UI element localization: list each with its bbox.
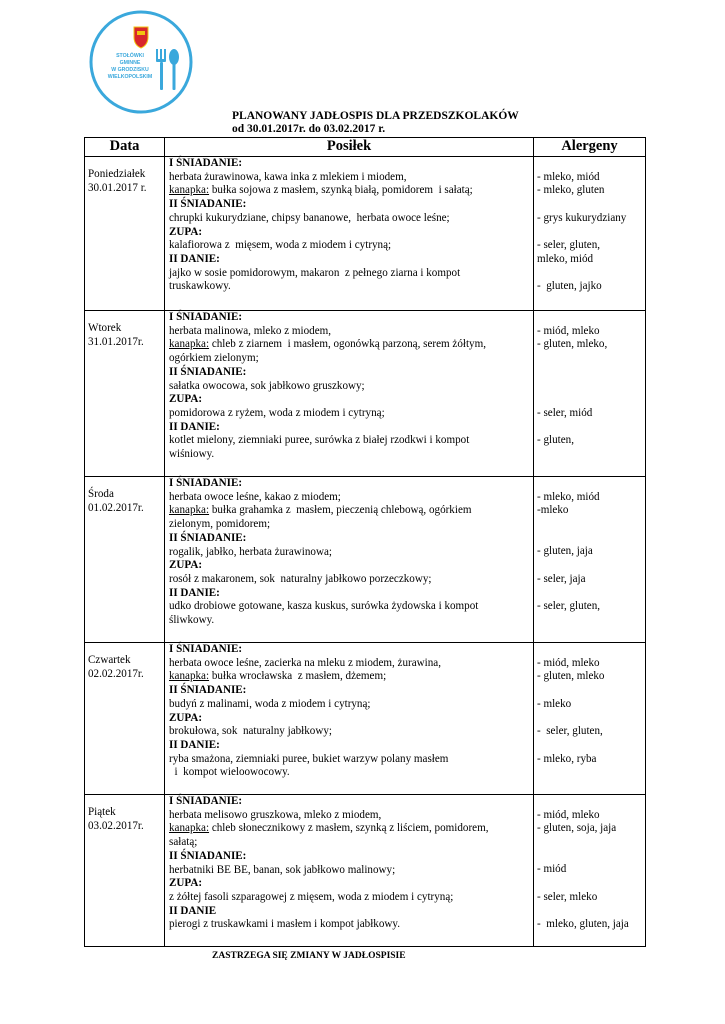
meal-text: herbatniki BE BE, banan, sok jabłkowo malinowy;	[169, 863, 396, 876]
meal-line	[169, 836, 529, 850]
meal-line	[169, 448, 529, 462]
day-cell	[85, 643, 165, 795]
day-cell	[85, 311, 165, 477]
meal-line	[169, 766, 529, 780]
meal-line	[169, 380, 529, 394]
meal-label: II ŚNIADANIE:	[169, 531, 247, 544]
meal-text: sałatą;	[169, 836, 198, 849]
meal-text: brokułowa, sok naturalny jabłkowy;	[169, 725, 332, 738]
allergen-line	[537, 739, 642, 753]
meal-line	[169, 518, 529, 532]
allergen-line: - seler, jaja	[537, 572, 586, 585]
allergen-line: - grys kukurydziany	[537, 211, 627, 224]
meal-label: I ŚNIADANIE:	[169, 477, 243, 489]
day-date: 30.01.2017 r.	[88, 181, 147, 194]
meal-line	[169, 325, 529, 339]
sandwich-label: kanapka:	[169, 670, 210, 683]
title-line-1: PLANOWANY JADŁOSPIS DLA PRZEDSZKOLAKÓW	[232, 110, 519, 122]
meal-text: truskawkowy.	[169, 280, 231, 293]
meal-line	[169, 352, 529, 366]
allergen-line	[537, 795, 642, 809]
allergen-line	[537, 379, 642, 393]
allergen-line: - mleko, miód	[537, 490, 600, 503]
meal-line	[169, 670, 529, 684]
meal-text: bułka wrocławska z masłem, dżemem;	[209, 670, 387, 683]
allergen-line	[537, 905, 642, 919]
day-date: 31.01.2017r.	[88, 335, 144, 348]
meal-label: I ŚNIADANIE:	[169, 795, 243, 807]
day-date: 02.02.2017r.	[88, 667, 144, 680]
stolowki-logo	[86, 7, 196, 117]
allergen-line	[537, 766, 642, 780]
allergen-line: - mleko, ryba	[537, 752, 597, 765]
meal-label: ZUPA:	[169, 225, 203, 238]
allergens-cell	[534, 795, 646, 947]
meal-text: kalafiorowa z mięsem, woda z miodem i cytryną;	[169, 239, 392, 252]
day-name: Wtorek	[88, 322, 122, 334]
meal-label: II ŚNIADANIE:	[169, 684, 247, 697]
meal-line	[169, 434, 529, 448]
meal-label: I ŚNIADANIE:	[169, 643, 243, 655]
day-name: Piątek	[88, 806, 116, 818]
logo-text-1: STOŁÓWKI	[116, 53, 144, 59]
sandwich-label: kanapka:	[169, 504, 210, 517]
menu-table	[84, 137, 646, 947]
allergen-line	[537, 711, 642, 725]
logo-graphic	[86, 7, 196, 117]
header-allergens: Alergeny	[534, 138, 646, 157]
meal-line	[169, 171, 529, 185]
allergen-line: - miód, mleko	[537, 656, 600, 669]
meal-text: herbata melisowo gruszkowa, mleko z miodem,	[169, 808, 382, 821]
meal-line	[169, 614, 529, 628]
meal-text: herbata owoce leśne, kakao z miodem;	[169, 490, 341, 503]
header-date: Data	[85, 138, 165, 157]
allergen-line: - gluten, jajko	[537, 280, 602, 293]
allergen-line: - seler, miód	[537, 406, 593, 419]
allergen-line	[537, 684, 642, 698]
meal-line	[169, 725, 529, 739]
meal-line	[169, 573, 529, 587]
title-line-2: od 30.01.2017r. do 03.02.2017 r.	[232, 123, 386, 135]
meal-cell	[165, 795, 534, 947]
meal-line	[169, 239, 529, 253]
meal-line	[169, 698, 529, 712]
logo-text-3: W GRODZISKU	[111, 67, 149, 73]
meal-text: jajko w sosie pomidorowym, makaron z pełnego ziarna i kompot	[169, 266, 461, 279]
allergen-line	[537, 421, 642, 435]
allergen-line	[537, 559, 642, 573]
allergen-line: - mleko, gluten, jaja	[537, 918, 629, 931]
meal-cell	[165, 311, 534, 477]
meal-label: II ŚNIADANIE:	[169, 198, 247, 211]
meal-text: chleb z ziarnem i masłem, ogonówką parzoną, serem żółtym,	[209, 338, 486, 351]
allergen-line	[537, 448, 642, 462]
day-cell	[85, 795, 165, 947]
meal-text: bułka grahamka z masłem, pieczenią chlebową, ogórkiem	[209, 504, 472, 517]
meal-line	[169, 280, 529, 294]
allergen-line: - gluten, soja, jaja	[537, 822, 617, 835]
allergen-line	[537, 850, 642, 864]
allergen-line: - seler, gluten,	[537, 239, 601, 252]
allergen-line	[537, 198, 642, 212]
meal-label: ZUPA:	[169, 877, 203, 890]
allergens-cell	[534, 311, 646, 477]
allergen-line	[537, 267, 642, 281]
meal-text: sałatka owocowa, sok jabłkowo gruszkowy;	[169, 379, 365, 392]
meal-text: budyń z malinami, woda z miodem i cytryną;	[169, 697, 371, 710]
meal-line	[169, 267, 529, 281]
meal-text: chleb słonecznikowy z masłem, szynką z liściem, pomidorem,	[209, 822, 489, 835]
allergen-line: - miód	[537, 863, 567, 876]
meal-line	[169, 504, 529, 518]
day-name: Czwartek	[88, 654, 131, 666]
sandwich-label: kanapka:	[169, 338, 210, 351]
footer-note: ZASTRZEGA SIĘ ZMIANY W JADŁOSPISIE	[212, 951, 406, 961]
allergen-line: - seler, mleko	[537, 890, 598, 903]
meal-text: herbata żurawinowa, kawa inka z mlekiem i miodem,	[169, 170, 407, 183]
meal-line	[169, 546, 529, 560]
meal-cell	[165, 643, 534, 795]
meal-line	[169, 184, 529, 198]
meal-line	[169, 491, 529, 505]
meal-label: ZUPA:	[169, 711, 203, 724]
allergens-cell	[534, 477, 646, 643]
allergen-line: -mleko	[537, 504, 569, 517]
meal-text: wiśniowy.	[169, 448, 215, 461]
meal-line	[169, 918, 529, 932]
allergen-line	[537, 366, 642, 380]
meal-text: kotlet mielony, ziemniaki puree, surówka z białej rzodkwi i kompot	[169, 434, 470, 447]
meal-text: ogórkiem zielonym;	[169, 352, 259, 365]
allergens-cell	[534, 643, 646, 795]
allergen-line: - seler, gluten,	[537, 600, 601, 613]
day-cell	[85, 157, 165, 311]
allergen-line: - mleko, gluten	[537, 184, 605, 197]
table-row	[85, 643, 646, 795]
meal-text: bułka sojowa z masłem, szynką białą, pomidorem i sałatą;	[209, 184, 473, 197]
meal-label: II DANIE:	[169, 586, 220, 599]
allergen-line	[537, 352, 642, 366]
menu-body	[85, 157, 646, 947]
meal-label: I ŚNIADANIE:	[169, 157, 243, 169]
logo-text-2: GMINNE	[119, 60, 141, 66]
meal-text: pomidorowa z ryżem, woda z miodem i cytryną;	[169, 406, 385, 419]
meal-text: zielonym, pomidorem;	[169, 518, 271, 531]
meal-line	[169, 809, 529, 823]
meal-text: śliwkowy.	[169, 614, 215, 627]
meal-text: herbata malinowa, mleko z miodem,	[169, 324, 332, 337]
meal-text: chrupki kukurydziane, chipsy bananowe, herbata owoce leśne;	[169, 211, 450, 224]
table-row	[85, 477, 646, 643]
meal-label: II ŚNIADANIE:	[169, 849, 247, 862]
allergen-line	[537, 225, 642, 239]
allergen-line	[537, 477, 642, 491]
table-header-row	[85, 138, 646, 157]
meal-cell	[165, 157, 534, 311]
allergen-line	[537, 532, 642, 546]
meal-text: i kompot wieloowocowy.	[169, 766, 290, 779]
allergen-line: - gluten, mleko,	[537, 338, 608, 351]
menu-title	[232, 110, 519, 136]
logo-text-4: WIELKOPOLSKIM	[107, 74, 153, 80]
meal-text: udko drobiowe gotowane, kasza kuskus, surówka żydowska i kompot	[169, 600, 479, 613]
meal-line	[169, 891, 529, 905]
allergen-line: - mleko, miód	[537, 170, 600, 183]
day-name: Poniedziałek	[88, 168, 146, 180]
day-name: Środa	[88, 488, 114, 500]
meal-line	[169, 657, 529, 671]
day-date: 01.02.2017r.	[88, 501, 144, 514]
allergen-line	[537, 643, 642, 657]
allergens-cell	[534, 157, 646, 311]
meal-line	[169, 338, 529, 352]
allergen-line	[537, 836, 642, 850]
table-row	[85, 795, 646, 947]
allergen-line	[537, 157, 642, 171]
meal-label: II DANIE	[169, 904, 217, 917]
crest-detail	[137, 31, 145, 35]
allergen-line	[537, 587, 642, 601]
table-row	[85, 157, 646, 311]
meal-line	[169, 822, 529, 836]
allergen-line: - miód, mleko	[537, 808, 600, 821]
meal-label: ZUPA:	[169, 559, 203, 572]
meal-text: herbata owoce leśne, zacierka na mleku z miodem, żurawina,	[169, 656, 441, 669]
allergen-line: - gluten, mleko	[537, 670, 605, 683]
allergen-line: - gluten,	[537, 434, 574, 447]
header-meal: Posiłek	[165, 138, 534, 157]
allergen-line: - mleko	[537, 697, 572, 710]
sandwich-label: kanapka:	[169, 184, 210, 197]
allergen-line	[537, 614, 642, 628]
meal-label: II ŚNIADANIE:	[169, 365, 247, 378]
sandwich-label: kanapka:	[169, 822, 210, 835]
allergen-line	[537, 311, 642, 325]
allergen-line: mleko, miód	[537, 252, 594, 265]
meal-text: ryba smażona, ziemniaki puree, bukiet warzyw polany masłem	[169, 752, 449, 765]
meal-line	[169, 600, 529, 614]
meal-text: rogalik, jabłko, herbata żurawinowa;	[169, 545, 332, 558]
meal-line	[169, 864, 529, 878]
meal-line	[169, 212, 529, 226]
day-date: 03.02.2017r.	[88, 819, 144, 832]
allergen-line	[537, 518, 642, 532]
meal-label: II DANIE:	[169, 420, 220, 433]
allergen-line	[537, 393, 642, 407]
meal-text: rosół z makaronem, sok naturalny jabłkowo porzeczkowy;	[169, 572, 432, 585]
meal-text: pierogi z truskawkami i masłem i kompot jabłkowy.	[169, 918, 400, 931]
meal-cell	[165, 477, 534, 643]
allergen-line: - seler, gluten,	[537, 725, 603, 738]
meal-label: II DANIE:	[169, 252, 220, 265]
day-cell	[85, 477, 165, 643]
allergen-line: - miód, mleko	[537, 324, 600, 337]
allergen-line	[537, 877, 642, 891]
crest-icon	[134, 27, 148, 48]
allergen-line: - gluten, jaja	[537, 545, 593, 558]
meal-label: II DANIE:	[169, 738, 220, 751]
meal-label: I ŚNIADANIE:	[169, 311, 243, 323]
meal-label: ZUPA:	[169, 393, 203, 406]
meal-line	[169, 753, 529, 767]
table-row	[85, 311, 646, 477]
meal-line	[169, 407, 529, 421]
meal-text: z żółtej fasoli szparagowej z mięsem, woda z miodem i cytryną;	[169, 890, 454, 903]
